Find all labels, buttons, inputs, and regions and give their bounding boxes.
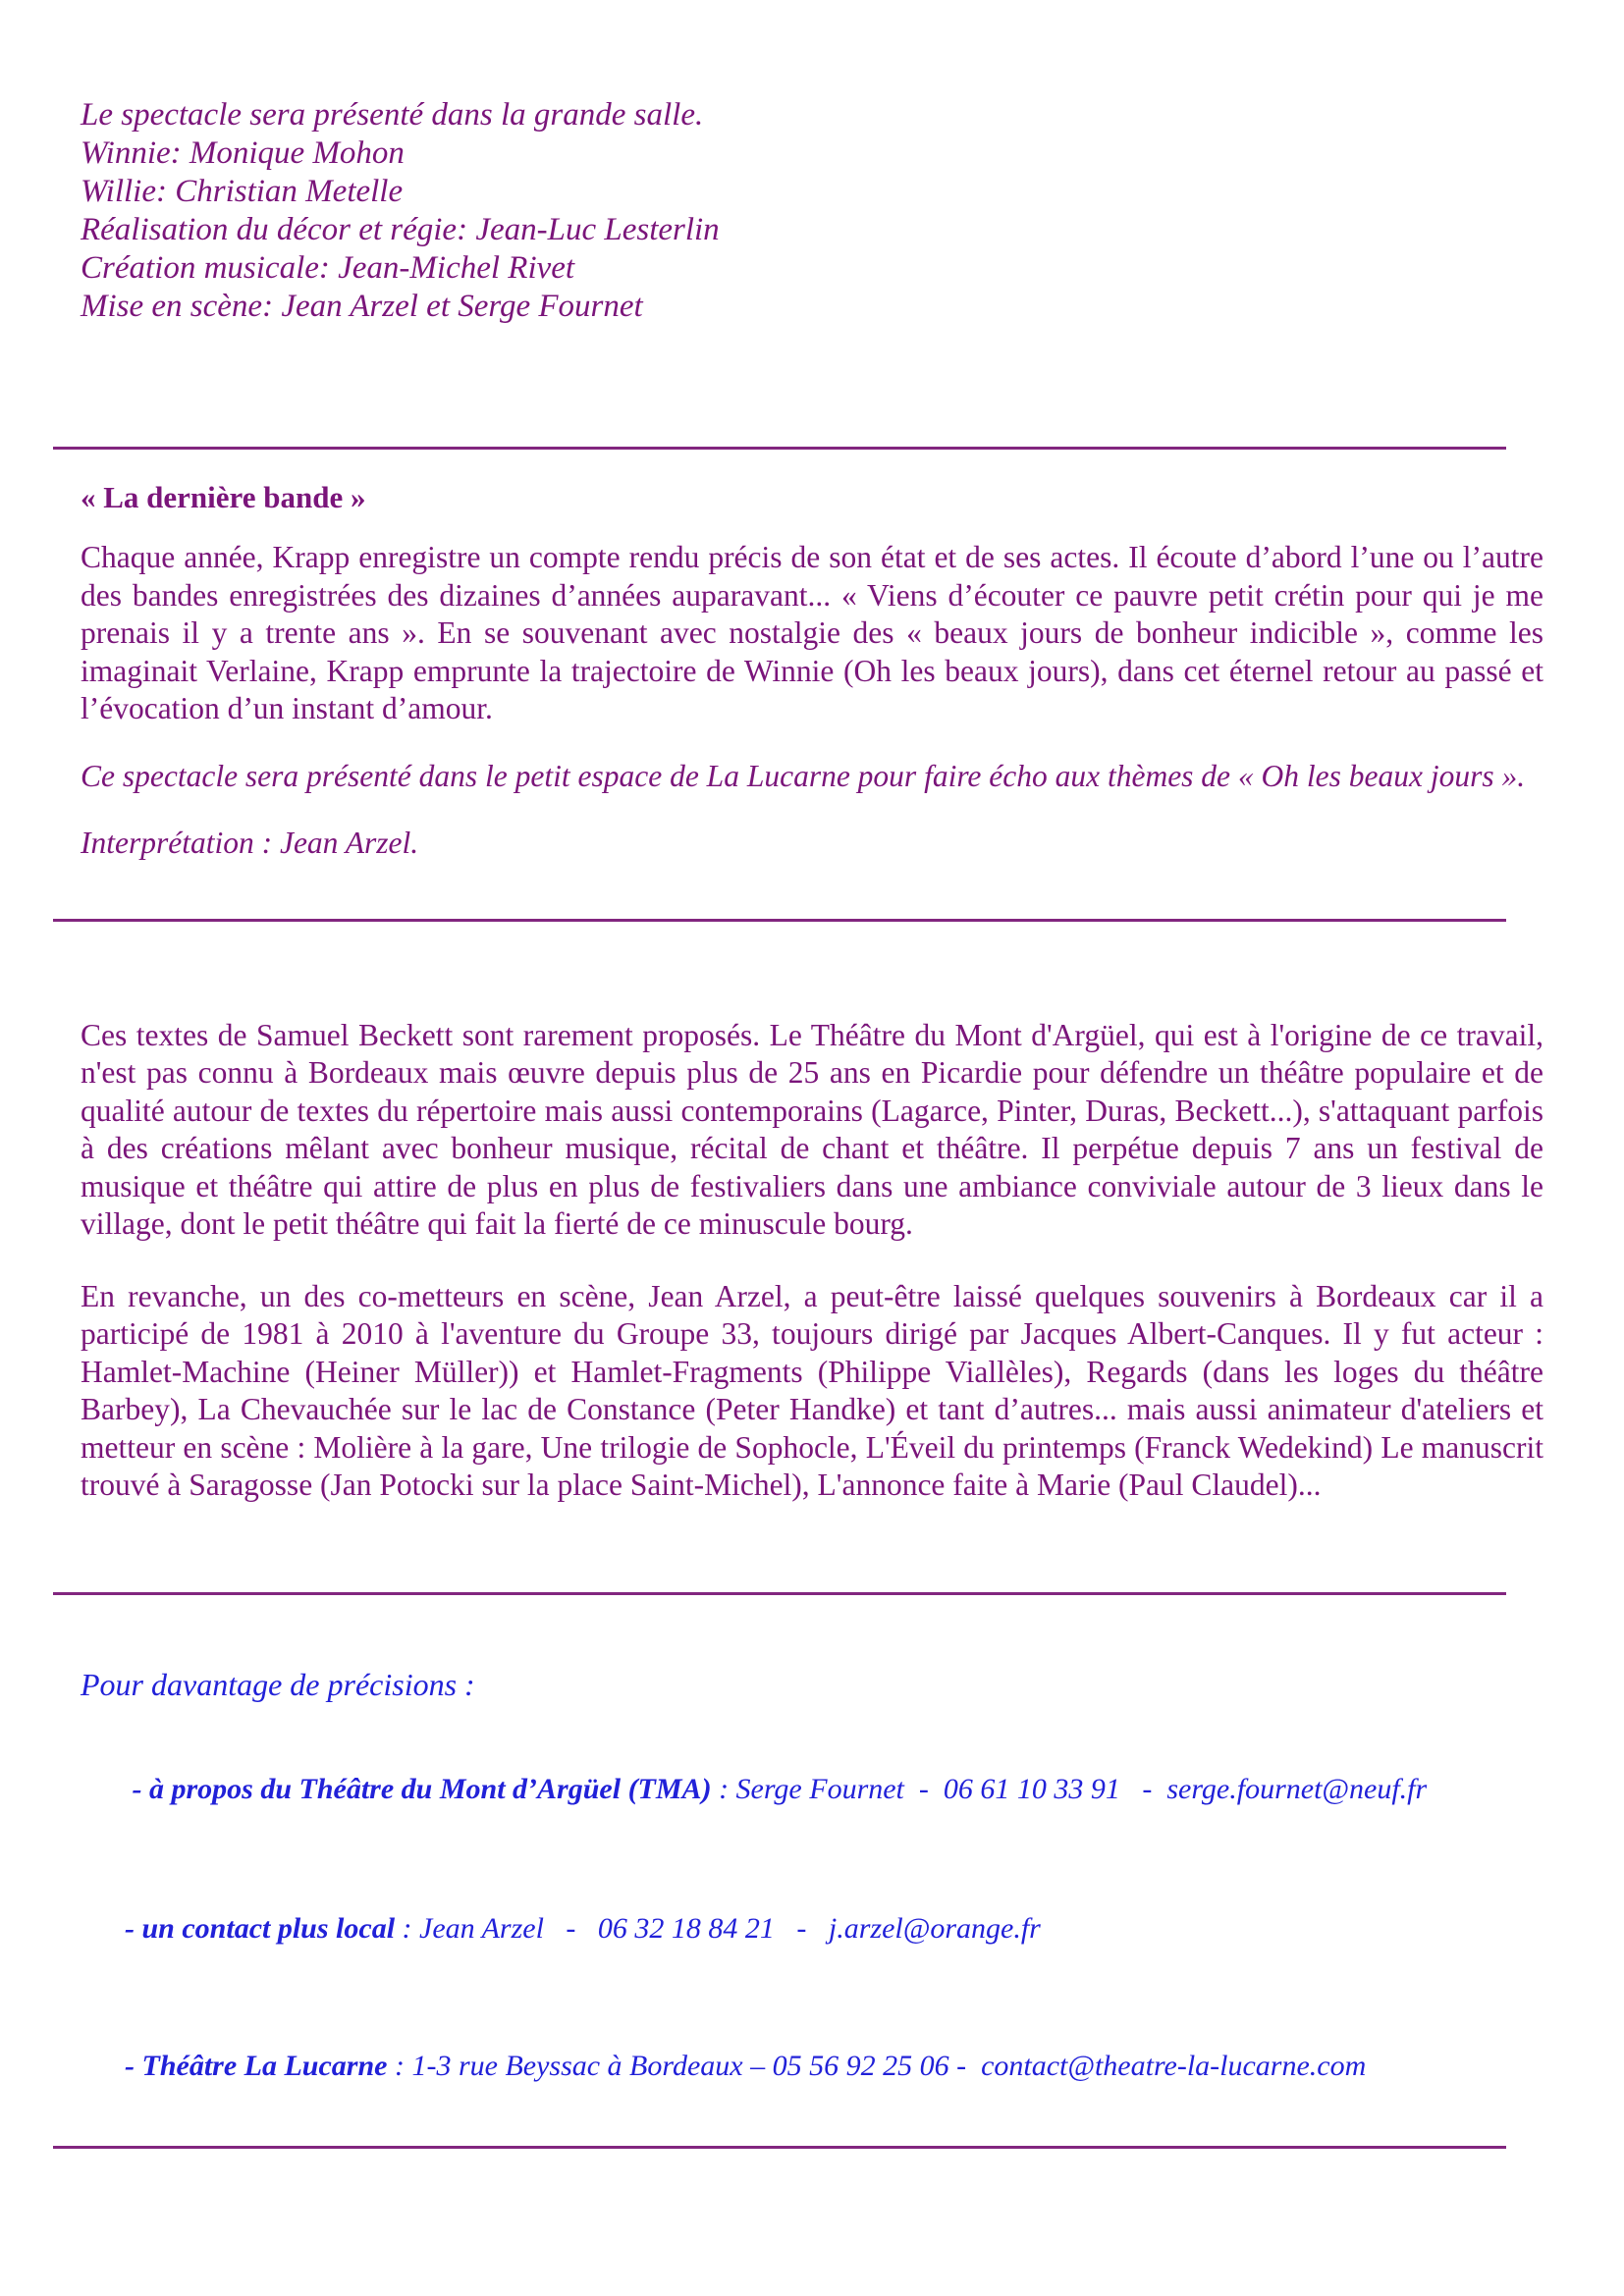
paragraph-jean-arzel-bio: En revanche, un des co-metteurs en scène, Jean Arzel, a peut-être laissé quelques souvenirs à Bordeaux car il a participé de 1981 à 2010 à l'aventure du Groupe 33, toujours dirigé par Jacques Albert-Canques. Il y fut acteur : Hamlet-Machine (Heiner Müller)) et Hamlet-Fragments (Philippe Viallèles), Regards (dans les loges du théâtre Barbey), La Chevauchée sur le lac de Constance (Peter Handke) et tant d’autres... mais aussi animateur d'ateliers et metteur en scène : Molière à la gare, Une trilogie de Sophocle, L'Éveil du printemps (Franck Wedekind) Le manuscrit trouvé à Saragosse (Jan Potocki sur la place Saint-Michel), L'annonce faite à Marie (Paul Claudel)...	[81, 1278, 1543, 1502]
section-divider	[53, 919, 1506, 922]
contact-label-tma: - à propos du Théâtre du Mont d’Argüel (TMA)	[125, 1772, 712, 1805]
credit-line-musique: Création musicale: Jean-Michel Rivet	[81, 250, 575, 286]
interpretation-line: Interprétation : Jean Arzel.	[81, 826, 419, 860]
contact-detail-tma: : Serge Fournet - 06 61 10 33 91 - serge.fournet@neuf.fr	[711, 1772, 1428, 1805]
section-divider	[53, 447, 1506, 450]
contact-label-local: - un contact plus local	[125, 1911, 396, 1945]
contact-label-lucarne: - Théâtre La Lucarne	[125, 2049, 388, 2082]
credit-line-decor: Réalisation du décor et régie: Jean-Luc Lesterlin	[81, 212, 720, 247]
contact-line-lucarne	[81, 2007, 1543, 2125]
contacts-intro: Pour davantage de précisions :	[81, 1666, 475, 1702]
paragraph-lucarne-echo: Ce spectacle sera présenté dans le petit espace de La Lucarne pour faire écho aux thèmes de « Oh les beaux jours ».	[81, 758, 1526, 793]
section-divider	[53, 2146, 1506, 2149]
credit-line-willie: Willie: Christian Metelle	[81, 174, 404, 209]
credits-block	[81, 0, 1543, 326]
paragraph-tma-presentation: Ces textes de Samuel Beckett sont rarement proposés. Le Théâtre du Mont d'Argüel, qui est à l'origine de ce travail, n'est pas connu à Bordeaux mais œuvre depuis plus de 25 ans en Picardie pour défendre un théâtre populaire et de qualité autour de textes du répertoire mais aussi contemporains (Lagarce, Pinter, Duras, Beckett...), s'attaquant parfois à des créations mêlant avec bonheur musique, récital de chant et théâtre. Il perpétue depuis 7 ans un festival de musique et théâtre qui attire de plus en plus de festivaliers dans une ambiance conviviale autour de 3 lieux dans le village, dont le petit théâtre qui fait la fierté de ce minuscule bourg.	[81, 1017, 1543, 1241]
credit-line-mise-en-scene: Mise en scène: Jean Arzel et Serge Fournet	[81, 289, 643, 324]
section-divider	[53, 1592, 1506, 1595]
contact-detail-local: : Jean Arzel - 06 32 18 84 21 - j.arzel@orange.fr	[395, 1911, 1041, 1945]
credit-line-winnie: Winnie: Monique Mohon	[81, 135, 405, 171]
contact-detail-lucarne: : 1-3 rue Beyssac à Bordeaux – 05 56 92 25 06 - contact@theatre-la-lucarne.com	[387, 2049, 1367, 2082]
contact-line-local	[81, 1870, 1543, 1988]
paragraph-krapp-synopsis: Chaque année, Krapp enregistre un compte rendu précis de son état et de ses actes. Il écoute d’abord l’une ou l’autre des bandes enregistrées des dizaines d’années auparavant... « Viens d’écouter ce pauvre petit crétin pour qui je me prenais il y a trente ans ». En se souvenant avec nostalgie des « beaux jours de bonheur indicible », comme les imaginait Verlaine, Krapp emprunte la trajectoire de Winnie (Oh les beaux jours), dans cet éternel retour au passé et l’évocation d’un instant d’amour.	[81, 540, 1543, 725]
section-title-la-derniere-bande: « La dernière bande »	[81, 480, 366, 514]
credit-line-venue: Le spectacle sera présenté dans la grande salle.	[81, 97, 704, 133]
contact-line-tma	[81, 1731, 1543, 1848]
contacts-block	[81, 1665, 1543, 2125]
